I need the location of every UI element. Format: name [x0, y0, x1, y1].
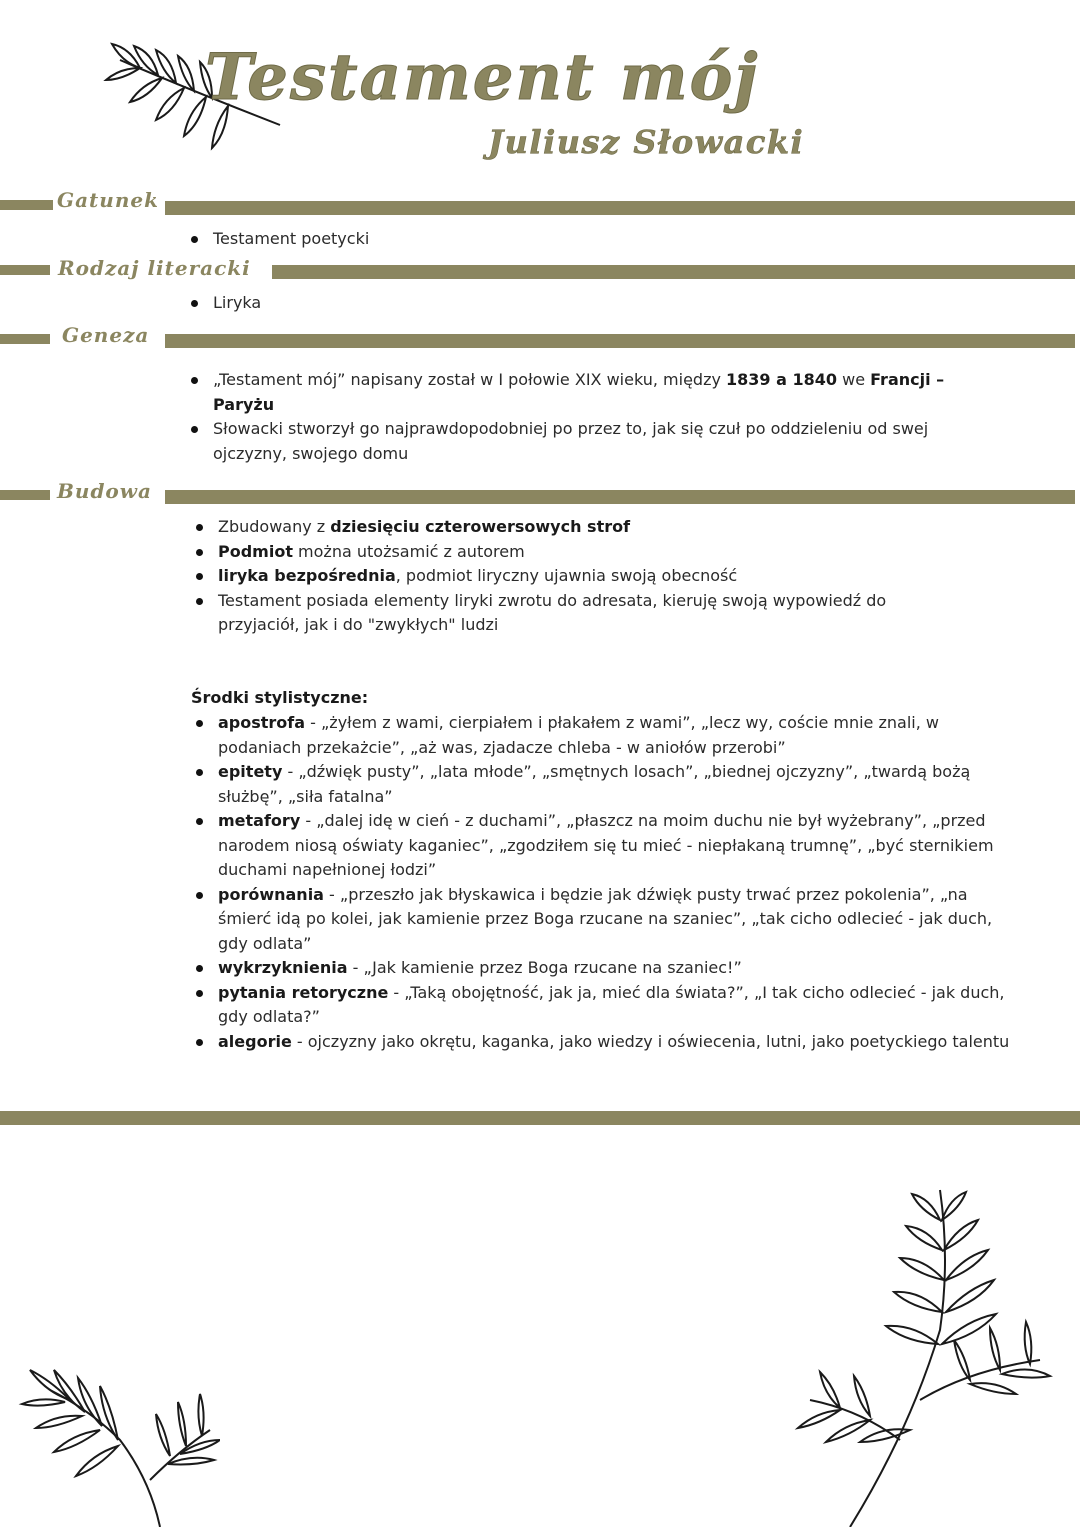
section-bar-left — [0, 200, 55, 210]
geneza-list — [187, 368, 947, 466]
list-item: apostrofa - „żyłem z wami, cierpiałem i płakałem z wami”, „lecz wy, coście mnie znali, w podaniach przekażcie”, „aż was, zjadacze chleba - w aniołów przerobi” — [192, 711, 1012, 760]
author-name: Juliusz Słowacki — [488, 123, 805, 161]
list-item: Podmiot można utożsamić z autorem — [192, 540, 962, 565]
list-item: porównania - „przeszło jak błyskawica i będzie jak dźwięk pusty trwać przez pokolenia”, „na śmierć idą po kolei, jak kamienie przez Boga rzucane na szaniec”, „tak cicho odlecieć - jak duch, gdy odlata” — [192, 883, 1012, 957]
rodzaj-list — [187, 291, 1007, 316]
section-bar — [165, 201, 1075, 215]
section-bar — [165, 490, 1075, 504]
list-item: metafory - „dalej idę w cień - z duchami”, „płaszcz na moim duchu nie był wyżebrany”, „przed narodem niosą oświaty kaganiec”, „zgodziłem się tu mieć - niepłakaną trumnę”, „być sternikiem duchami napełnionej łodzi” — [192, 809, 1012, 883]
section-bar-left — [0, 334, 50, 344]
list-item: pytania retoryczne - „Taką obojętność, jak ja, mieć dla świata?”, „I tak cicho odlecieć - jak duch, gdy odlata?” — [192, 981, 1012, 1030]
section-bar-left — [0, 265, 50, 275]
list-item: Testament poetycki — [187, 227, 1007, 252]
gatunek-list — [187, 227, 1007, 252]
stylistic-heading: Środki stylistyczne: — [191, 688, 369, 707]
section-bar — [272, 265, 1075, 279]
leaf-branch-icon-bottom-right — [790, 1180, 1070, 1527]
list-item: Słowacki stworzył go najprawdopodobniej po przez to, jak się czuł po oddzieleniu od swej ojczyzny, swojego domu — [187, 417, 947, 466]
budowa-list — [192, 515, 962, 638]
section-bar — [165, 334, 1075, 348]
section-heading-rodzaj: Rodzaj literacki — [54, 258, 255, 278]
stylistic-list — [192, 711, 1012, 1054]
list-item: wykrzyknienia - „Jak kamienie przez Boga rzucane na szaniec!” — [192, 956, 1012, 981]
page-title: Testament mój — [205, 40, 760, 115]
section-heading-gatunek: Gatunek — [53, 190, 163, 210]
list-item: Liryka — [187, 291, 1007, 316]
list-item: Testament posiada elementy liryki zwrotu do adresata, kieruję swoją wypowiedź do przyjaciół, jak i do "zwykłych" ludzi — [192, 589, 962, 638]
list-item: liryka bezpośrednia, podmiot liryczny ujawnia swoją obecność — [192, 564, 962, 589]
section-heading-geneza: Geneza — [58, 325, 153, 345]
list-item: epitety - „dźwięk pusty”, „lata młode”, „smętnych losach”, „biednej ojczyzny”, „twardą bożą służbę”, „siła fatalna” — [192, 760, 1012, 809]
section-heading-budowa: Budowa — [53, 481, 156, 501]
section-bar-left — [0, 490, 50, 500]
leaf-branch-icon-bottom-left — [10, 1330, 220, 1527]
list-item: alegorie - ojczyzny jako okrętu, kaganka, jako wiedzy i oświecenia, lutni, jako poetyckiego talentu — [192, 1030, 1012, 1055]
footer-bar — [0, 1111, 1080, 1125]
list-item: Zbudowany z dziesięciu czterowersowych strof — [192, 515, 962, 540]
list-item: „Testament mój” napisany został w I połowie XIX wieku, między 1839 a 1840 we Francji – Paryżu — [187, 368, 947, 417]
